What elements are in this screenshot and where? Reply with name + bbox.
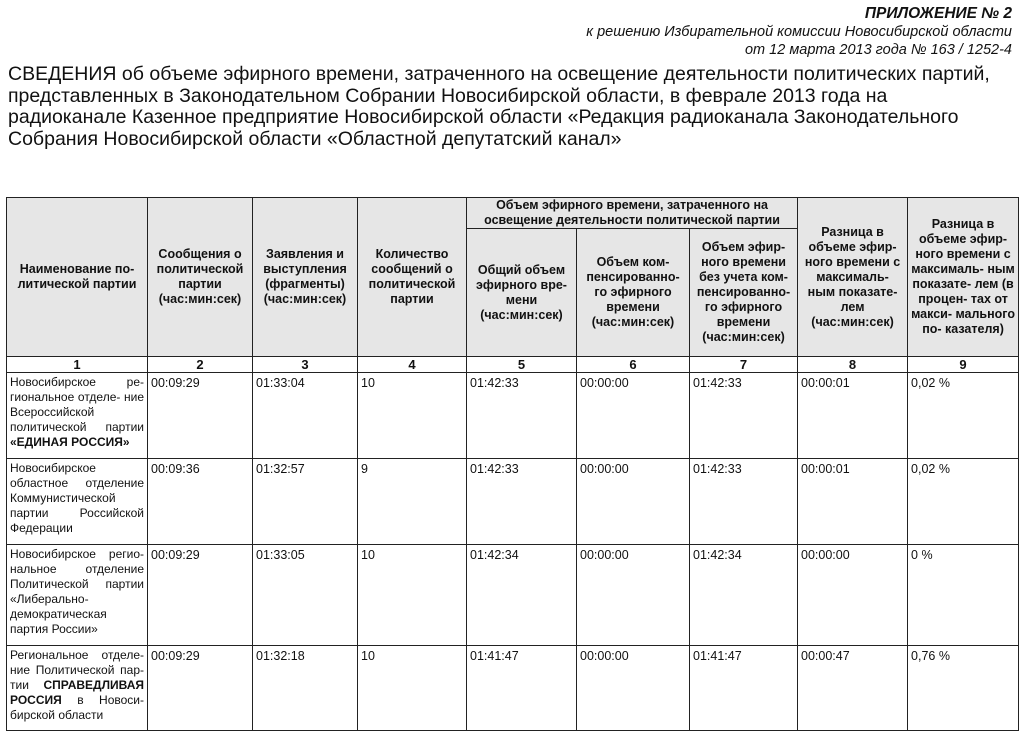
- statements-cell: 01:33:04: [253, 373, 358, 459]
- party-name: Региональное отделе- ние Политической пар- тии: [10, 648, 144, 692]
- total-cell: 01:42:33: [467, 459, 577, 545]
- party-name-emphasis: СПРАВЕДЛИВАЯ РОССИЯ: [10, 678, 144, 707]
- messages-cell: 00:09:29: [148, 545, 253, 646]
- header-message-count: Количество сообщений о политической партии: [358, 198, 467, 357]
- uncompensated-cell: 01:42:33: [690, 459, 798, 545]
- total-cell: 01:42:33: [467, 373, 577, 459]
- party-name-cell: [7, 373, 148, 459]
- title-text: об объеме эфирного времени, затраченного на освещение деятельности политических партий, представленных в Законодательном Собрании Новосибирской области, в феврале 2013 года на радиоканале Казенное предприятие Новосибирской области «Редакция радиоканала Законодательного Собрания Новосибирской области «Областной депутатский канал»: [8, 63, 990, 150]
- header-statements: Заявления и выступления (фрагменты) (час:мин:сек): [253, 198, 358, 357]
- header-messages: Сообщения о политической партии (час:мин:сек): [148, 198, 253, 357]
- appendix-title: ПРИЛОЖЕНИЕ № 2: [864, 5, 1012, 22]
- party-name-cell: [7, 545, 148, 646]
- difference-percent-cell: 0 %: [908, 545, 1019, 646]
- table-row: [7, 459, 1019, 545]
- total-cell: 01:41:47: [467, 646, 577, 731]
- difference-cell: 00:00:47: [798, 646, 908, 731]
- compensated-cell: 00:00:00: [577, 545, 690, 646]
- appendix-decision-line: к решению Избирательной комиссии Новосибирской области: [586, 24, 1012, 40]
- uncompensated-cell: 01:42:33: [690, 373, 798, 459]
- count-cell: 10: [358, 373, 467, 459]
- count-cell: 10: [358, 646, 467, 731]
- header-uncompensated-airtime: Объем эфир- ного времени без учета ком- пенсированно- го эфирного времени (час:мин:сек): [690, 229, 798, 357]
- party-name: Новосибирское регио- нальное отделение Политической партии «Либерально- демократическая партия России»: [10, 547, 144, 636]
- party-name: Новосибирское областное отделение Коммунистической партии Российской Федерации: [10, 461, 144, 535]
- header-difference-percent: Разница в объеме эфир- ного времени с максималь- ным показате- лем (в процен- тах от макси- мального по- казателя): [908, 198, 1019, 357]
- compensated-cell: 00:00:00: [577, 459, 690, 545]
- column-number: 8: [798, 357, 908, 373]
- party-name: Новосибирское ре- гиональное отделе- ние Всероссийской политической партии: [10, 375, 144, 434]
- table-row: [7, 646, 1019, 731]
- column-number: 2: [148, 357, 253, 373]
- column-number: 3: [253, 357, 358, 373]
- total-cell: 01:42:34: [467, 545, 577, 646]
- header-difference: Разница в объеме эфир- ного времени с максималь- ным показате- лем (час:мин:сек): [798, 198, 908, 357]
- statements-cell: 01:32:18: [253, 646, 358, 731]
- compensated-cell: 00:00:00: [577, 646, 690, 731]
- difference-cell: 00:00:00: [798, 545, 908, 646]
- header-party-name: Наименование по- литической партии: [7, 198, 148, 357]
- appendix-header: [412, 5, 1012, 59]
- compensated-cell: 00:00:00: [577, 373, 690, 459]
- column-number: 1: [7, 357, 148, 373]
- count-cell: 9: [358, 459, 467, 545]
- messages-cell: 00:09:29: [148, 646, 253, 731]
- difference-percent-cell: 0,02 %: [908, 459, 1019, 545]
- statements-cell: 01:32:57: [253, 459, 358, 545]
- party-name-cell: [7, 459, 148, 545]
- difference-cell: 00:00:01: [798, 373, 908, 459]
- appendix-date-line: от 12 марта 2013 года № 163 / 1252-4: [744, 42, 1012, 58]
- party-name-cell: [7, 646, 148, 731]
- messages-cell: 00:09:36: [148, 459, 253, 545]
- difference-percent-cell: 0,76 %: [908, 646, 1019, 731]
- document-title: [8, 64, 1008, 150]
- uncompensated-cell: 01:41:47: [690, 646, 798, 731]
- airtime-table: [6, 197, 1019, 731]
- column-number: 5: [467, 357, 577, 373]
- difference-cell: 00:00:01: [798, 459, 908, 545]
- column-number: 6: [577, 357, 690, 373]
- column-number: 4: [358, 357, 467, 373]
- party-name-tail: в Новоси- бирской области: [10, 693, 144, 722]
- header-compensated-airtime: Объем ком- пенсированно- го эфирного времени (час:мин:сек): [577, 229, 690, 357]
- messages-cell: 00:09:29: [148, 373, 253, 459]
- header-total-airtime: Общий объем эфирного вре- мени (час:мин:сек): [467, 229, 577, 357]
- header-airtime-group: Объем эфирного времени, затраченного на освещение деятельности политической партии: [467, 198, 798, 229]
- title-lead: СВЕДЕНИЯ: [8, 63, 117, 85]
- uncompensated-cell: 01:42:34: [690, 545, 798, 646]
- table-row: [7, 545, 1019, 646]
- party-name-emphasis: «ЕДИНАЯ РОССИЯ»: [10, 435, 130, 449]
- statements-cell: 01:33:05: [253, 545, 358, 646]
- column-number: 7: [690, 357, 798, 373]
- column-number-row: [7, 357, 1019, 373]
- count-cell: 10: [358, 545, 467, 646]
- column-number: 9: [908, 357, 1019, 373]
- difference-percent-cell: 0,02 %: [908, 373, 1019, 459]
- table-row: [7, 373, 1019, 459]
